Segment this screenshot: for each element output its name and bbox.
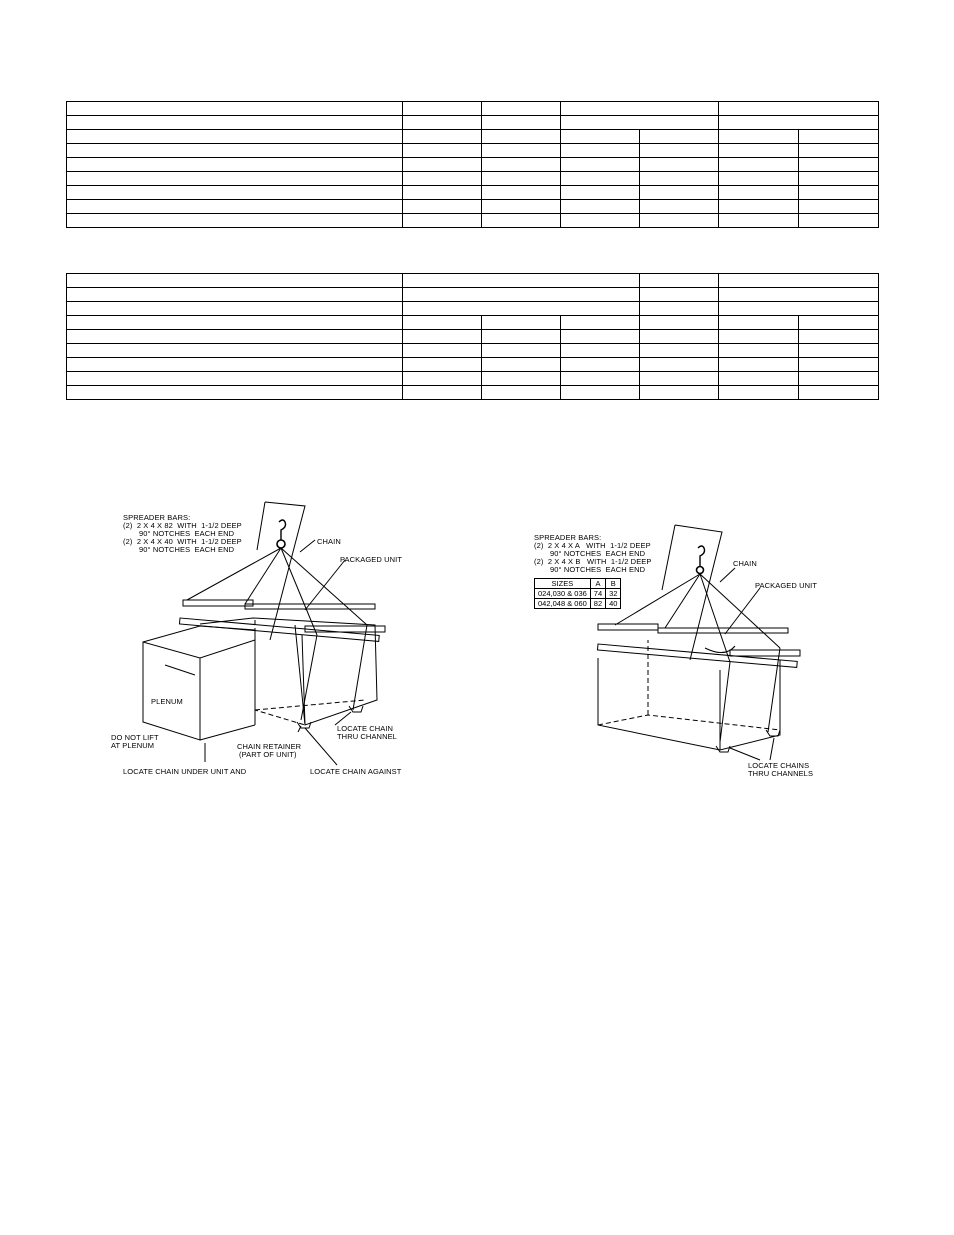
b-cell: 32 bbox=[606, 589, 621, 599]
do-not-lift-label-2: AT PLENUM bbox=[111, 741, 155, 750]
table-row bbox=[67, 274, 879, 288]
table-row bbox=[67, 330, 879, 344]
sizes-header: SIZES bbox=[535, 579, 591, 589]
chain-label: CHAIN bbox=[317, 537, 341, 546]
size-cell: 024,030 & 036 bbox=[535, 589, 591, 599]
table-row bbox=[67, 358, 879, 372]
plenum-label: PLENUM bbox=[151, 697, 183, 706]
spreader-bar-spec-b: (2) 2 X 4 X B WITH 1-1/2 DEEP bbox=[534, 557, 652, 566]
table-row bbox=[67, 386, 879, 400]
table-row bbox=[67, 288, 879, 302]
locate-chain-under-label: LOCATE CHAIN UNDER UNIT AND bbox=[123, 767, 247, 776]
table-row bbox=[67, 186, 879, 200]
packaged-unit-label: PACKAGED UNIT bbox=[340, 555, 403, 564]
locate-chain-against-label: LOCATE CHAIN AGAINST bbox=[310, 767, 402, 776]
table-row bbox=[67, 144, 879, 158]
spreader-bars-heading: SPREADER BARS: bbox=[123, 513, 191, 522]
spreader-bar-spec-2-notes: 90° NOTCHES EACH END bbox=[139, 545, 235, 554]
size-cell: 042,048 & 060 bbox=[535, 599, 591, 609]
a-cell: 74 bbox=[590, 589, 605, 599]
locate-chain-channel-label: THRU CHANNEL bbox=[337, 732, 397, 741]
b-header: B bbox=[606, 579, 621, 589]
packaged-unit-label: PACKAGED UNIT bbox=[755, 581, 818, 590]
spreader-bar-spec-b-notes: 90° NOTCHES EACH END bbox=[550, 565, 646, 574]
spreader-bars-heading: SPREADER BARS: bbox=[534, 533, 602, 542]
sizes-table bbox=[534, 578, 621, 609]
spreader-bar-spec-2: (2) 2 X 4 X 40 WITH 1-1/2 DEEP bbox=[123, 537, 242, 546]
spec-table-2 bbox=[66, 273, 879, 400]
table-row bbox=[67, 158, 879, 172]
table-row bbox=[67, 200, 879, 214]
table-row bbox=[67, 130, 879, 144]
table-row bbox=[67, 172, 879, 186]
rigging-figure-sizes bbox=[530, 520, 830, 790]
do-not-lift-label: DO NOT LIFT bbox=[111, 733, 159, 742]
table-row bbox=[67, 102, 879, 116]
spec-table-1 bbox=[66, 101, 879, 228]
chain-retainer-label: CHAIN RETAINER bbox=[237, 742, 302, 751]
table-row bbox=[535, 589, 621, 599]
table-row bbox=[67, 302, 879, 316]
table-row bbox=[535, 599, 621, 609]
spreader-bar-spec-a: (2) 2 X 4 X A WITH 1-1/2 DEEP bbox=[534, 541, 651, 550]
chain-label: CHAIN bbox=[733, 559, 757, 568]
table-row bbox=[67, 214, 879, 228]
table-row bbox=[67, 316, 879, 330]
locate-chains-label: LOCATE CHAINS bbox=[748, 761, 810, 770]
table-row bbox=[67, 372, 879, 386]
table-row bbox=[535, 579, 621, 589]
a-cell: 82 bbox=[590, 599, 605, 609]
locate-chains-channels-label: THRU CHANNELS bbox=[748, 769, 814, 778]
rigging-figure-with-plenum bbox=[105, 500, 415, 790]
spreader-bar-spec-1-notes: 90° NOTCHES EACH END bbox=[139, 529, 235, 538]
locate-chain-label: LOCATE CHAIN bbox=[337, 724, 394, 733]
table-row bbox=[67, 344, 879, 358]
spreader-bar-spec-a-notes: 90° NOTCHES EACH END bbox=[550, 549, 646, 558]
spreader-bar-spec-1: (2) 2 X 4 X 82 WITH 1-1/2 DEEP bbox=[123, 521, 242, 530]
b-cell: 40 bbox=[606, 599, 621, 609]
a-header: A bbox=[590, 579, 605, 589]
chain-retainer-note: (PART OF UNIT) bbox=[239, 750, 297, 759]
table-row bbox=[67, 116, 879, 130]
